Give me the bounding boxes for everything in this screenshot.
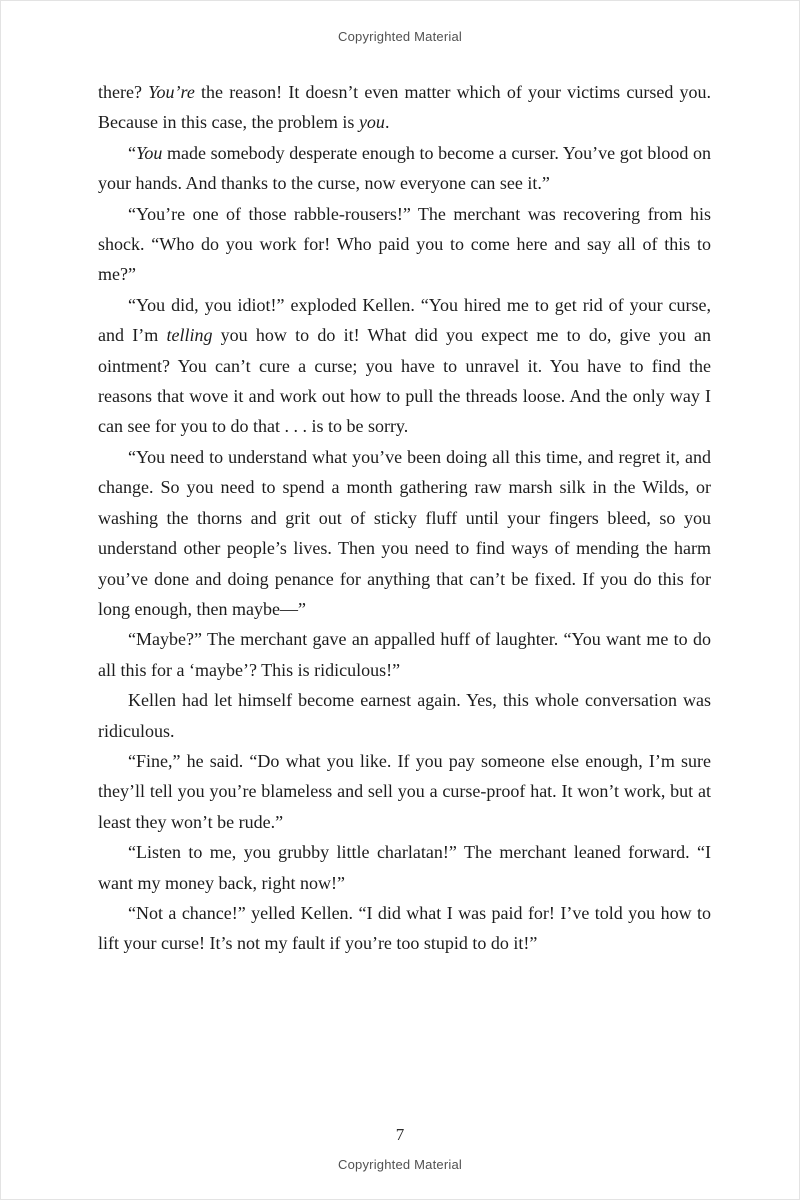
paragraph bbox=[98, 746, 711, 837]
paragraph bbox=[98, 624, 711, 685]
body-text: the reason! It doesn’t even matter which of your victims cursed you. Because in this case, the problem is bbox=[98, 82, 712, 133]
page-number: 7 bbox=[395, 1125, 405, 1144]
body-text: made somebody desperate enough to become a curser. You’ve got blood on your hands. And thanks to the curse, now everyone can see it.” bbox=[98, 142, 711, 194]
body-text: “ bbox=[128, 142, 136, 163]
paragraph bbox=[98, 898, 711, 959]
paragraph bbox=[98, 199, 711, 290]
italic-text: You’re bbox=[148, 82, 195, 102]
body-text: there? bbox=[98, 82, 149, 102]
body-text: “Fine,” he said. “Do what you like. If you pay someone else enough, I’m sure they’ll tell you you’re blameless and sell you a curse-proof hat. It won’t work, but at least they won’t be rude.” bbox=[98, 750, 711, 832]
body-text: “You need to understand what you’ve been doing all this time, and regret it, and change. So you need to spend a month gathering raw marsh silk in the Wilds, or washing the thorns and grit out of sticky fluff until your fingers bleed, so you understand other people’s lives. Then you need to find ways of mending the harm you’ve done and doing penance for anything that can’t be fixed. If you do this for long enough, then maybe—” bbox=[98, 446, 711, 619]
body-text: “Not a chance!” yelled Kellen. “I did what I was paid for! I’ve told you how to lift your curse! It’s not my fault if you’re too stupid to do it!” bbox=[98, 902, 711, 954]
book-text bbox=[98, 77, 711, 959]
body-text: Kellen had let himself become earnest again. Yes, this whole conversation was ridiculous. bbox=[98, 690, 711, 741]
paragraph bbox=[98, 290, 711, 442]
body-text: “You’re one of those rabble-rousers!” The merchant was recovering from his shock. “Who do you work for! Who paid you to come here and say all of this to me?” bbox=[98, 203, 711, 285]
body-text: . bbox=[384, 112, 390, 133]
italic-text: telling bbox=[166, 325, 213, 346]
paragraph bbox=[98, 837, 711, 898]
copyright-header: Copyrighted Material bbox=[338, 29, 462, 44]
paragraph bbox=[98, 77, 711, 138]
body-text: “You did, you idiot!” exploded Kellen. “You hired me to get rid of your curse, and I’m bbox=[98, 294, 711, 346]
paragraph bbox=[98, 685, 711, 746]
body-text: you how to do it! What did you expect me to do, give you an ointment? You can’t cure a curse; you have to unravel it. You have to find the reasons that wove it and work out how to pull the threads loose. And the only way I can see for you to do that . . . is to be sorry. bbox=[98, 325, 712, 437]
italic-text: You bbox=[136, 142, 163, 163]
paragraph bbox=[98, 138, 711, 199]
body-text: “Listen to me, you grubby little charlatan!” The merchant leaned forward. “I want my money back, right now!” bbox=[98, 842, 711, 893]
italic-text: you bbox=[358, 112, 385, 133]
copyright-footer: Copyrighted Material bbox=[338, 1157, 462, 1172]
paragraph bbox=[98, 442, 711, 624]
body-text: “Maybe?” The merchant gave an appalled huff of laughter. “You want me to do all this for a ‘maybe’? This is ridiculous!” bbox=[98, 629, 711, 680]
